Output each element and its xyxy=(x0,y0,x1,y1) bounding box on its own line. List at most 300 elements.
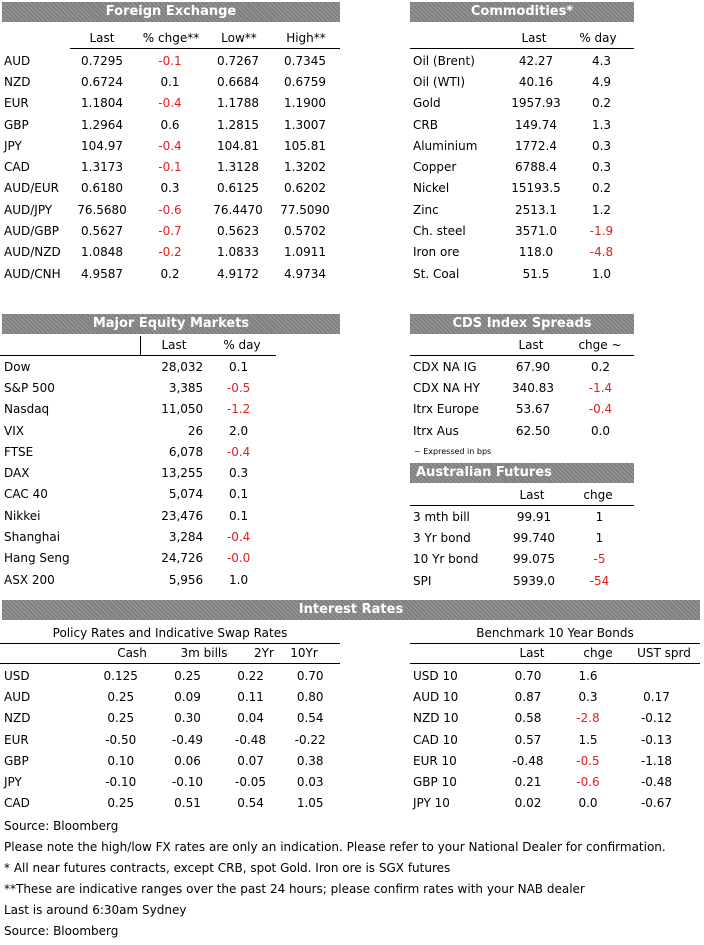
commodity-row xyxy=(413,93,634,114)
policy-ccy: CAD xyxy=(4,796,30,811)
policy-table xyxy=(4,665,340,814)
equity-row xyxy=(4,569,270,590)
commodity-day: 4.9 xyxy=(591,74,612,89)
fx-headers xyxy=(0,29,340,47)
policy-3m: -0.10 xyxy=(171,775,204,790)
policy-2yr: -0.05 xyxy=(235,775,267,790)
futures-chge: 1 xyxy=(595,530,604,545)
policy-header-cash: Cash xyxy=(117,646,147,660)
commodity-row xyxy=(413,242,634,263)
bond-ust-sprd: -0.48 xyxy=(640,775,673,790)
fx-chge: 0.2 xyxy=(160,266,180,281)
bonds-headers xyxy=(410,644,700,662)
bond-chge: -0.6 xyxy=(576,775,600,790)
aus-futures-header-chge: chge xyxy=(583,488,613,502)
fx-header-chge: % chge** xyxy=(142,31,200,45)
commodity-name: Oil (WTI) xyxy=(413,74,466,89)
policy-title: Policy Rates and Indicative Swap Rates xyxy=(52,626,288,640)
policy-10yr: 1.05 xyxy=(296,796,324,811)
commodity-name: Copper xyxy=(413,160,457,175)
commodity-day: 1.3 xyxy=(591,117,612,132)
aus-futures-header-last: Last xyxy=(519,488,545,502)
policy-cash: -0.50 xyxy=(105,732,137,747)
bond-name: CAD 10 xyxy=(413,732,458,747)
policy-ccy: AUD xyxy=(4,689,31,704)
bond-name: GBP 10 xyxy=(413,775,457,790)
equity-table xyxy=(4,356,270,590)
fx-pair: JPY xyxy=(4,138,22,153)
fx-last: 1.1804 xyxy=(81,96,123,111)
equity-last: 28,032 xyxy=(161,359,204,374)
fx-last: 0.6724 xyxy=(81,74,123,89)
commodity-day: 0.3 xyxy=(591,138,612,153)
commodity-row xyxy=(413,199,634,220)
policy-row xyxy=(4,750,340,771)
futures-chge: 1 xyxy=(595,509,604,524)
cds-headers xyxy=(410,336,634,354)
equity-name: ASX 200 xyxy=(4,572,55,587)
fx-low: 76.4470 xyxy=(213,202,263,217)
bond-chge: -2.8 xyxy=(576,711,600,726)
cds-note: ~ Expressed in bps xyxy=(414,447,492,456)
equity-day: 1.0 xyxy=(229,572,249,587)
fx-high: 77.5090 xyxy=(280,202,330,217)
policy-ccy: USD xyxy=(4,668,30,683)
bond-last: 0.21 xyxy=(514,775,542,790)
commodity-name: Nickel xyxy=(413,181,450,196)
equity-header-day: % day xyxy=(223,338,261,352)
fx-high: 0.6759 xyxy=(284,74,326,89)
bond-last: 0.70 xyxy=(514,668,542,683)
bond-last: 0.58 xyxy=(514,711,542,726)
futures-name: 10 Yr bond xyxy=(413,552,479,567)
commodity-row xyxy=(413,263,634,284)
fx-pair: NZD xyxy=(4,74,31,89)
bonds-header-ust: UST sprd xyxy=(637,646,691,660)
commodities-header-day: % day xyxy=(579,31,617,45)
fx-high: 105.81 xyxy=(284,138,326,153)
policy-headers xyxy=(0,644,340,662)
equity-name: FTSE xyxy=(4,444,34,459)
equity-name: DAX xyxy=(4,466,30,481)
cds-chge: -0.4 xyxy=(588,402,613,417)
commodity-row xyxy=(413,135,634,156)
fx-row xyxy=(4,93,340,114)
fx-pair: AUD/NZD xyxy=(4,245,61,260)
equity-last: 26 xyxy=(187,423,204,438)
fx-low: 0.5623 xyxy=(217,224,259,239)
commodity-row xyxy=(413,220,634,241)
fx-pair: AUD/EUR xyxy=(4,181,59,196)
policy-row xyxy=(4,793,340,814)
commodity-last: 51.5 xyxy=(522,266,550,281)
fx-row xyxy=(4,178,340,199)
aus-futures-headers xyxy=(410,486,634,504)
fx-last: 0.5627 xyxy=(81,224,123,239)
policy-10yr: 0.54 xyxy=(296,711,324,726)
fx-high: 1.3007 xyxy=(284,117,326,132)
equity-last: 3,284 xyxy=(168,530,204,545)
equity-row xyxy=(4,420,270,441)
policy-ccy: NZD xyxy=(4,711,31,726)
policy-header-10yr: 10Yr xyxy=(290,646,318,660)
futures-name: 3 Yr bond xyxy=(413,530,471,545)
policy-3m: 0.30 xyxy=(174,711,201,726)
policy-ccy: GBP xyxy=(4,753,29,768)
commodity-name: St. Coal xyxy=(413,266,460,281)
bond-row xyxy=(413,750,696,771)
commodity-name: Ch. steel xyxy=(413,224,466,239)
policy-cash: 0.10 xyxy=(107,753,135,768)
fx-chge: 0.3 xyxy=(160,181,180,196)
bond-name: AUD 10 xyxy=(413,689,459,704)
equity-day: -0.4 xyxy=(226,530,251,545)
bond-last: 0.57 xyxy=(514,732,542,747)
fx-row xyxy=(4,242,340,263)
fx-header-last: Last xyxy=(89,31,115,45)
policy-10yr: -0.22 xyxy=(294,732,326,747)
fx-table xyxy=(4,50,340,284)
commodities-header-rule xyxy=(410,48,634,49)
bond-row xyxy=(413,708,696,729)
fx-last: 1.2964 xyxy=(81,117,123,132)
commodity-last: 149.74 xyxy=(515,117,557,132)
fx-row xyxy=(4,135,340,156)
note-fx-indication: Please note the high/low FX rates are only an indication. Please refer to your National Dealer for confirmation. xyxy=(4,840,666,854)
fx-last: 4.9587 xyxy=(81,266,123,281)
equity-last: 13,255 xyxy=(161,466,204,481)
equity-row xyxy=(4,548,270,569)
equity-name: Hang Seng xyxy=(4,551,70,566)
policy-3m: 0.06 xyxy=(174,753,201,768)
fx-low: 104.81 xyxy=(217,138,259,153)
futures-last: 5939.0 xyxy=(513,573,555,588)
cds-last: 62.50 xyxy=(515,423,551,438)
bond-chge: -0.5 xyxy=(576,753,600,768)
cds-header-last: Last xyxy=(518,338,544,352)
equity-day: -1.2 xyxy=(226,402,251,417)
cds-table xyxy=(413,356,634,441)
bond-row xyxy=(413,665,696,686)
futures-row xyxy=(413,527,634,548)
interest-title: Interest Rates xyxy=(2,600,700,620)
cds-chge: 0.0 xyxy=(590,423,611,438)
commodity-last: 1957.93 xyxy=(511,96,561,111)
futures-last: 99.91 xyxy=(516,509,552,524)
policy-header-rule xyxy=(0,663,340,664)
cds-last: 53.67 xyxy=(515,402,551,417)
policy-10yr: 0.70 xyxy=(296,668,324,683)
equity-day: -0.5 xyxy=(226,380,251,395)
equity-row xyxy=(4,526,270,547)
futures-last: 99.075 xyxy=(513,552,555,567)
fx-pair: GBP xyxy=(4,117,29,132)
bond-last: 0.02 xyxy=(514,796,542,811)
fx-row xyxy=(4,220,340,241)
cds-chge: -1.4 xyxy=(588,380,613,395)
commodity-name: Aluminium xyxy=(413,138,478,153)
policy-cash: -0.10 xyxy=(105,775,137,790)
fx-high: 1.0911 xyxy=(284,245,326,260)
policy-row xyxy=(4,729,340,750)
cds-name: Itrx Aus xyxy=(413,423,459,438)
equity-day: 0.1 xyxy=(229,508,249,523)
fx-low: 1.2815 xyxy=(217,117,259,132)
cds-chge: 0.2 xyxy=(590,359,611,374)
commodity-last: 3571.0 xyxy=(515,224,557,239)
cds-row xyxy=(413,377,634,398)
aus-futures-table xyxy=(413,506,634,591)
policy-row xyxy=(4,665,340,686)
equity-header-divider xyxy=(140,336,141,355)
fx-low: 0.6684 xyxy=(217,74,259,89)
fx-chge: -0.6 xyxy=(158,202,182,217)
equity-name: Shanghai xyxy=(4,530,61,545)
bonds-header-last: Last xyxy=(519,646,545,660)
fx-chge: -0.7 xyxy=(158,224,182,239)
bond-row xyxy=(413,686,696,707)
equity-header-last: Last xyxy=(161,338,187,352)
cds-name: CDX NA HY xyxy=(413,380,481,395)
commodity-row xyxy=(413,178,634,199)
equity-last: 3,385 xyxy=(168,380,204,395)
equity-name: VIX xyxy=(4,423,24,438)
cds-last: 340.83 xyxy=(512,380,554,395)
fx-last: 0.6180 xyxy=(81,181,123,196)
commodity-day: -4.8 xyxy=(589,245,614,260)
fx-low: 0.7267 xyxy=(217,53,259,68)
fx-chge: -0.1 xyxy=(158,53,182,68)
fx-low: 4.9172 xyxy=(217,266,259,281)
bond-ust-sprd xyxy=(617,665,696,686)
commodity-row xyxy=(413,114,634,135)
fx-chge: -0.4 xyxy=(158,138,182,153)
bond-name: JPY 10 xyxy=(413,796,450,811)
bond-row xyxy=(413,793,696,814)
policy-row xyxy=(4,771,340,792)
fx-last: 104.97 xyxy=(81,138,123,153)
fx-header-high: High** xyxy=(286,31,326,45)
equity-last: 11,050 xyxy=(161,402,204,417)
cds-last: 67.90 xyxy=(515,359,551,374)
futures-name: SPI xyxy=(413,573,432,588)
equity-last: 5,956 xyxy=(168,572,204,587)
policy-2yr: 0.07 xyxy=(237,753,264,768)
equity-row xyxy=(4,377,270,398)
equity-row xyxy=(4,505,270,526)
fx-low: 0.6125 xyxy=(217,181,259,196)
bonds-header-chge: chge xyxy=(583,646,613,660)
futures-name: 3 mth bill xyxy=(413,509,470,524)
equity-name: CAC 40 xyxy=(4,487,48,502)
fx-high: 0.6202 xyxy=(284,181,326,196)
policy-2yr: 0.54 xyxy=(237,796,264,811)
bond-name: USD 10 xyxy=(413,668,458,683)
fx-row xyxy=(4,199,340,220)
futures-row xyxy=(413,506,634,527)
bond-chge: 0.3 xyxy=(578,689,598,704)
commodity-row xyxy=(413,50,634,71)
fx-last: 76.5680 xyxy=(77,202,127,217)
fx-title: Foreign Exchange xyxy=(2,2,340,22)
bond-chge: 1.5 xyxy=(578,732,598,747)
fx-high: 4.9734 xyxy=(284,266,326,281)
bond-row xyxy=(413,771,696,792)
commodity-day: 1.0 xyxy=(591,266,612,281)
futures-last: 99.740 xyxy=(513,530,555,545)
policy-ccy: JPY xyxy=(4,775,22,790)
fx-chge: 0.6 xyxy=(160,117,180,132)
commodity-last: 42.27 xyxy=(518,53,554,68)
commodities-table xyxy=(413,50,634,284)
fx-row xyxy=(4,50,340,71)
futures-chge: -5 xyxy=(593,552,606,567)
commodity-last: 118.0 xyxy=(518,245,554,260)
equity-day: -0.0 xyxy=(226,551,251,566)
commodity-day: 4.3 xyxy=(591,53,612,68)
fx-pair: AUD/CNH xyxy=(4,266,61,281)
fx-high: 0.5702 xyxy=(284,224,326,239)
equity-row xyxy=(4,399,270,420)
fx-high: 0.7345 xyxy=(284,53,326,68)
fx-low: 1.0833 xyxy=(217,245,259,260)
policy-ccy: EUR xyxy=(4,732,29,747)
commodity-last: 6788.4 xyxy=(515,160,557,175)
equity-last: 5,074 xyxy=(168,487,204,502)
equity-name: S&P 500 xyxy=(4,380,55,395)
commodity-name: CRB xyxy=(413,117,438,132)
cds-header-chge: chge ~ xyxy=(578,338,622,352)
policy-cash: 0.125 xyxy=(103,668,138,683)
equity-last: 23,476 xyxy=(161,508,204,523)
fx-header-low: Low** xyxy=(221,31,257,45)
equity-day: 0.1 xyxy=(229,359,249,374)
fx-high: 1.3202 xyxy=(284,160,326,175)
bond-last: 0.87 xyxy=(514,689,542,704)
commodity-name: Iron ore xyxy=(413,245,460,260)
futures-chge: -54 xyxy=(589,573,610,588)
commodities-headers xyxy=(410,29,634,47)
policy-3m: 0.09 xyxy=(174,689,201,704)
bond-ust-sprd: -1.18 xyxy=(640,753,673,768)
bond-row xyxy=(413,729,696,750)
policy-2yr: -0.48 xyxy=(235,732,267,747)
policy-cash: 0.25 xyxy=(107,689,135,704)
fx-header-rule xyxy=(70,48,340,49)
commodity-day: 1.2 xyxy=(591,202,612,217)
bond-ust-sprd: -0.67 xyxy=(640,796,673,811)
bond-chge: 1.6 xyxy=(578,668,598,683)
equity-day: 0.1 xyxy=(229,487,249,502)
cds-name: Itrx Europe xyxy=(413,402,479,417)
fx-row xyxy=(4,114,340,135)
note-ranges: **These are indicative ranges over the past 24 hours; please confirm rates with your NAB dealer xyxy=(4,882,585,896)
commodity-name: Gold xyxy=(413,96,441,111)
commodities-title: Commodities* xyxy=(410,2,634,22)
equity-row xyxy=(4,441,270,462)
equity-last: 24,726 xyxy=(161,551,204,566)
fx-last: 1.0848 xyxy=(81,245,123,260)
bond-name: NZD 10 xyxy=(413,711,459,726)
cds-row xyxy=(413,356,634,377)
commodity-last: 15193.5 xyxy=(511,181,561,196)
policy-2yr: 0.22 xyxy=(237,668,264,683)
policy-3m: 0.51 xyxy=(174,796,201,811)
fx-pair: AUD/JPY xyxy=(4,202,53,217)
fx-pair: CAD xyxy=(4,160,30,175)
commodity-last: 2513.1 xyxy=(515,202,557,217)
fx-pair: EUR xyxy=(4,96,29,111)
bond-ust-sprd: -0.12 xyxy=(640,711,673,726)
commodity-name: Oil (Brent) xyxy=(413,53,475,68)
note-source-2: Source: Bloomberg xyxy=(4,924,119,938)
equity-row xyxy=(4,356,270,377)
bond-chge: 0.0 xyxy=(578,796,598,811)
equity-name: Nasdaq xyxy=(4,402,50,417)
policy-10yr: 0.38 xyxy=(296,753,324,768)
futures-row xyxy=(413,570,634,591)
commodity-day: 0.3 xyxy=(591,160,612,175)
cds-title: CDS Index Spreads xyxy=(410,314,634,334)
policy-cash: 0.25 xyxy=(107,711,135,726)
commodity-day: 0.2 xyxy=(591,96,612,111)
bonds-header-rule xyxy=(410,663,700,664)
equity-title: Major Equity Markets xyxy=(2,314,340,334)
cds-name: CDX NA IG xyxy=(413,359,477,374)
commodity-last: 40.16 xyxy=(518,74,554,89)
equity-row xyxy=(4,484,270,505)
policy-2yr: 0.04 xyxy=(237,711,264,726)
equity-row xyxy=(4,462,270,483)
fx-chge: -0.1 xyxy=(158,160,182,175)
commodity-row xyxy=(413,71,634,92)
fx-row xyxy=(4,71,340,92)
equity-name: Nikkei xyxy=(4,508,41,523)
fx-pair: AUD/GBP xyxy=(4,224,60,239)
equity-day: 2.0 xyxy=(229,423,249,438)
policy-3m: 0.25 xyxy=(174,668,201,683)
note-source-1: Source: Bloomberg xyxy=(4,819,119,833)
policy-10yr: 0.03 xyxy=(296,775,324,790)
policy-header-2yr: 2Yr xyxy=(254,646,274,660)
fx-last: 1.3173 xyxy=(81,160,123,175)
bonds-title: Benchmark 10 Year Bonds xyxy=(476,626,634,640)
bond-last: -0.48 xyxy=(512,753,544,768)
bond-ust-sprd: -0.13 xyxy=(640,732,673,747)
commodity-row xyxy=(413,156,634,177)
fx-chge: 0.1 xyxy=(160,74,180,89)
commodity-name: Zinc xyxy=(413,202,439,217)
bond-name: EUR 10 xyxy=(413,753,457,768)
fx-chge: -0.2 xyxy=(158,245,182,260)
bond-ust-sprd: 0.17 xyxy=(643,689,670,704)
aus-futures-title: Australian Futures xyxy=(410,463,634,483)
fx-row xyxy=(4,156,340,177)
fx-high: 1.1900 xyxy=(284,96,326,111)
fx-low: 1.1788 xyxy=(217,96,259,111)
futures-row xyxy=(413,549,634,570)
cds-row xyxy=(413,399,634,420)
fx-row xyxy=(4,263,340,284)
cds-row xyxy=(413,420,634,441)
policy-cash: 0.25 xyxy=(107,796,135,811)
fx-last: 0.7295 xyxy=(81,53,123,68)
equity-name: Dow xyxy=(4,359,31,374)
commodity-day: 0.2 xyxy=(591,181,612,196)
policy-header-3m: 3m bills xyxy=(180,646,228,660)
policy-10yr: 0.80 xyxy=(296,689,324,704)
policy-3m: -0.49 xyxy=(171,732,204,747)
